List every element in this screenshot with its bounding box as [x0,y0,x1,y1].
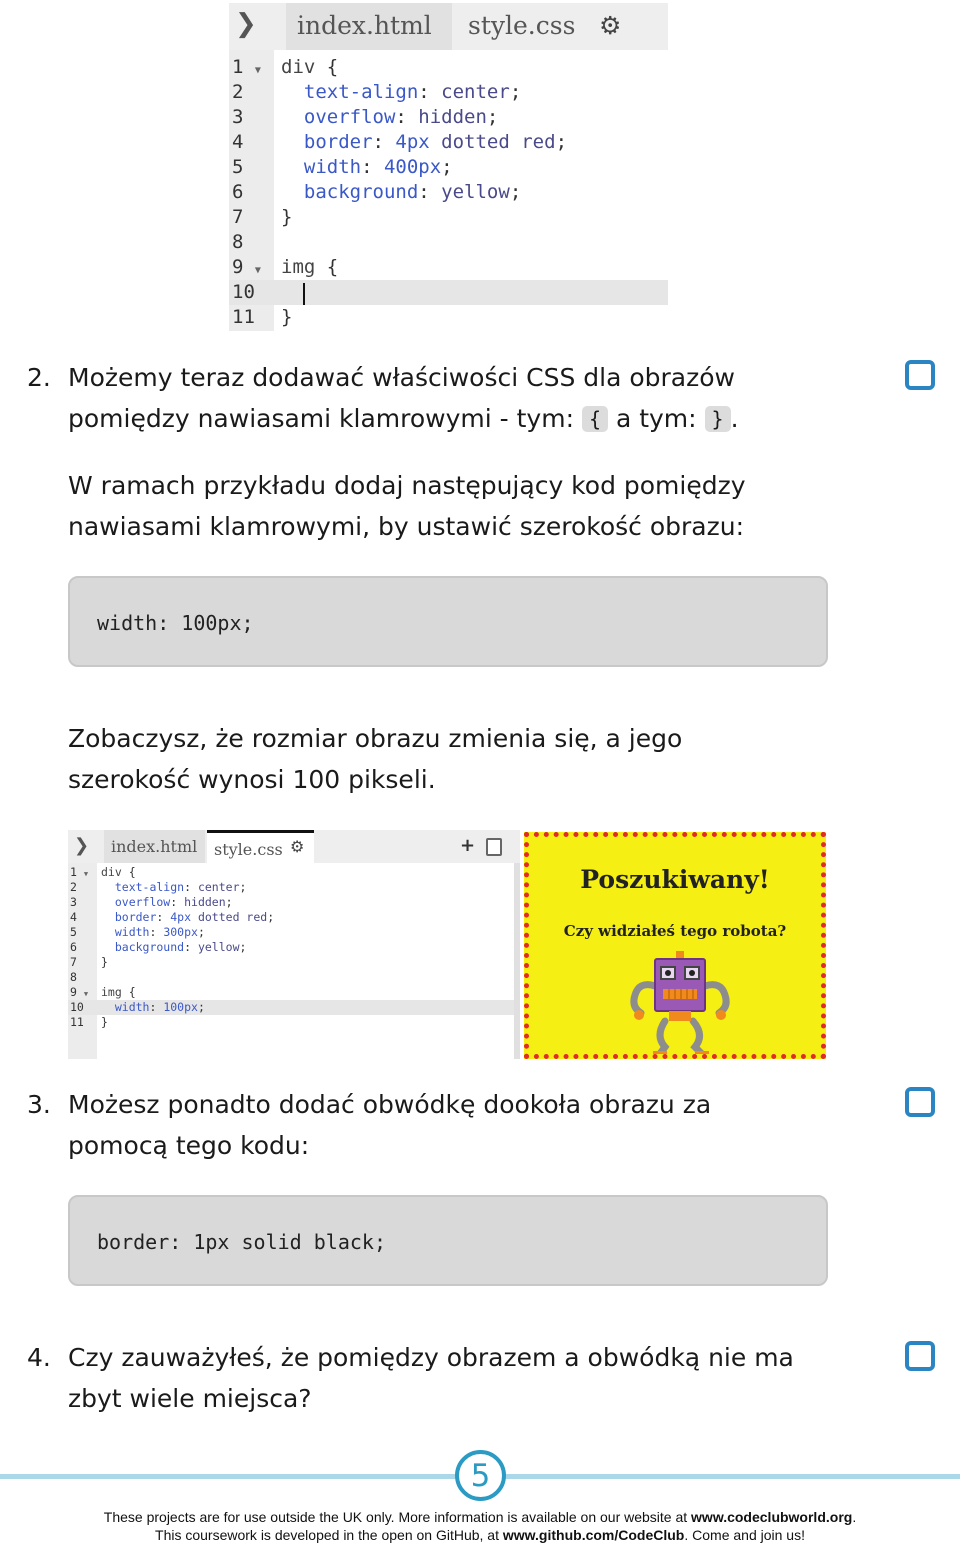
code-token: width [281,156,362,178]
step4-text [68,1337,888,1419]
code-token: div [101,865,129,879]
code-token: dotted red [429,131,556,153]
code-text [101,955,108,970]
footer-line2-text: This coursework is developed in the open on GitHub, at [155,1527,503,1543]
code-token: center [197,880,240,894]
code-text [101,985,136,1000]
step2-paragraph3 [68,718,868,800]
code-block-border: border: 1px solid black; [68,1195,828,1286]
code-token: } [101,1015,108,1029]
code-token: yellow [441,181,510,203]
code-text [281,155,453,180]
code-block-width: width: 100px; [68,576,828,667]
code-text [281,105,498,130]
code-token: width [101,1000,150,1014]
code-token: ; [239,940,247,954]
code-editor-screenshot-2 [68,830,520,1059]
code-token: background [281,181,419,203]
code-token: : [418,81,442,103]
code-token: 4px [170,910,192,924]
code-token: 400px [383,156,442,178]
line-number: 2 [232,81,255,103]
current-line-highlight [229,280,668,305]
code-token: yellow [197,940,240,954]
footer-link-codeclubworld[interactable]: www.codeclubworld.org [691,1509,853,1525]
code-token: 300px [163,925,198,939]
line-number: 10 [232,281,267,303]
add-file-icon[interactable]: + [460,835,476,856]
code-token: } [281,306,293,328]
code-text [281,180,521,205]
code-token: ; [486,106,499,128]
line-number: 1 ▼ [70,865,89,879]
step2-para3-line2: szerokość wynosi 100 pikseli. [68,765,436,794]
step3-text [68,1084,868,1166]
line-number: 5 [232,156,255,178]
step-number: 4. [27,1343,51,1372]
step2-line1: Możemy teraz dodawać właściwości CSS dla obrazów [68,363,735,392]
editor-tab-bar [68,830,520,863]
step2-checkbox[interactable] [905,360,935,390]
fold-arrow-icon[interactable]: ▼ [83,870,89,878]
step4-line2: zbyt wiele miejsca? [68,1384,312,1413]
footer-line2-end: . Come and join us! [684,1527,805,1543]
footer-line1-text: These projects are for use outside the UK only. More information is available on our website at [103,1509,692,1525]
code-text [281,80,521,105]
chevron-right-icon[interactable]: ❯ [235,9,257,39]
code-token: overflow [281,106,396,128]
step2-line2 [68,398,868,439]
gear-icon[interactable]: ⚙ [290,837,305,856]
code-text [101,880,246,895]
tab-index-html[interactable]: index.html [286,3,452,50]
line-number: 9 ▼ [70,985,89,999]
step2-line2-suffix: . [730,404,739,433]
code-token: ; [509,81,522,103]
code-text [101,1015,108,1030]
code-token: hidden [418,106,487,128]
code-token: : [149,1000,164,1014]
code-token: { [128,865,136,879]
step3-line1: Możesz ponadto dodać obwódkę dookoła obrazu za [68,1090,712,1119]
code-token: border [281,131,373,153]
code-token: ; [239,880,247,894]
code-text [101,1000,205,1015]
code-token: : [184,940,198,954]
line-number: 6 [70,940,84,954]
code-token: width [101,925,150,939]
code-token: : [184,880,198,894]
footer-line2 [0,1527,960,1543]
line-number: 6 [232,181,255,203]
poster-title: Poszukiwany! [580,865,770,894]
code-token: background [101,940,185,954]
code-text [281,130,567,155]
code-token: { [128,985,136,999]
line-number: 7 [232,206,255,228]
code-editor-screenshot [229,3,668,331]
line-number: 8 [70,970,84,984]
line-number: 9 ▼ [232,256,261,278]
step2-line2-mid: a tym: [608,404,705,433]
line-number: 7 [70,955,84,969]
code-token: } [101,955,108,969]
poster-subtitle: Czy widziałeś tego robota? [563,922,787,940]
code-token: ; [197,925,205,939]
code-token: img [281,256,327,278]
code-token: : [418,181,442,203]
line-number: 11 [70,1015,91,1029]
code-token: : [372,131,396,153]
line-number: 2 [70,880,84,894]
image-icon[interactable] [486,838,502,856]
code-token: : [149,925,164,939]
line-number: 4 [70,910,84,924]
tab-style-css[interactable]: style.css [468,11,576,40]
code-token: ; [555,131,568,153]
code-token: ; [225,895,233,909]
code-token: ; [197,1000,205,1014]
code-text [281,205,292,230]
code-text [101,910,274,925]
code-token: text-align [101,880,185,894]
code-token: ; [441,156,453,178]
gear-icon[interactable]: ⚙ [599,11,622,40]
line-number: 4 [232,131,255,153]
step2-para2-line2: nawiasami klamrowymi, by ustawić szerokość obrazu: [68,512,745,541]
code-text [101,925,205,940]
code-token: dotted red [191,910,268,924]
code-text [101,895,233,910]
code-token: img [101,985,129,999]
code-token: : [156,910,171,924]
line-number: 8 [232,231,255,253]
step4-checkbox[interactable] [905,1341,935,1371]
footer-link-github[interactable]: www.github.com/CodeClub [502,1527,685,1543]
step4-line1: Czy zauważyłeś, że pomiędzy obrazem a obwódką nie ma [68,1343,794,1372]
step-number: 3. [27,1090,51,1119]
robot-image [625,951,735,1059]
step2-para2-line1: W ramach przykładu dodaj następujący kod pomiędzy [68,471,746,500]
line-number: 3 [70,895,84,909]
code-text [281,305,292,330]
line-number: 5 [70,925,84,939]
step3-checkbox[interactable] [905,1087,935,1117]
step2-text [68,357,868,439]
scrollbar[interactable] [514,863,520,1059]
step-number: 2. [27,363,51,392]
code-token: div [281,56,327,78]
step2-paragraph2 [68,465,868,547]
tab-style-css[interactable]: style.css [207,830,314,863]
code-token: ; [509,181,522,203]
code-text [101,865,136,880]
text-cursor [303,283,305,305]
code-token: : [361,156,384,178]
code-text [281,255,338,280]
code-token: hidden [184,895,226,909]
code-token: 100px [163,1000,198,1014]
tab-index-html[interactable]: index.html [104,830,205,863]
line-number: 1 ▼ [232,56,261,78]
chevron-right-icon[interactable]: ❯ [74,835,90,856]
page-number: 5 [455,1450,506,1501]
code-token: center [441,81,510,103]
code-token: { [326,256,339,278]
code-token: ; [267,910,275,924]
preview-poster [524,832,826,1059]
code-token: } [281,206,293,228]
fold-arrow-icon[interactable]: ▼ [254,65,261,76]
line-number: 10 [70,1000,91,1014]
code-text [281,55,338,80]
code-token: 4px [395,131,430,153]
editor-tab-bar [229,3,668,50]
code-token: text-align [281,81,419,103]
code-token: overflow [101,895,171,909]
footer-line1 [0,1509,960,1525]
line-number: 11 [232,306,267,328]
step2-para3-line1: Zobaczysz, że rozmiar obrazu zmienia się, a jego [68,724,683,753]
inline-code-open-brace: { [582,406,608,432]
code-token: : [170,895,185,909]
line-number: 3 [232,106,255,128]
inline-code-close-brace: } [705,406,731,432]
step2-line2-prefix: pomiędzy nawiasami klamrowymi - tym: [68,404,582,433]
step3-line2: pomocą tego kodu: [68,1131,310,1160]
fold-arrow-icon[interactable]: ▼ [254,265,261,276]
code-token: border [101,910,157,924]
code-token: { [326,56,339,78]
fold-arrow-icon[interactable]: ▼ [83,990,89,998]
code-text [101,940,246,955]
code-token: : [395,106,419,128]
footer-line1-end: . [852,1509,857,1525]
